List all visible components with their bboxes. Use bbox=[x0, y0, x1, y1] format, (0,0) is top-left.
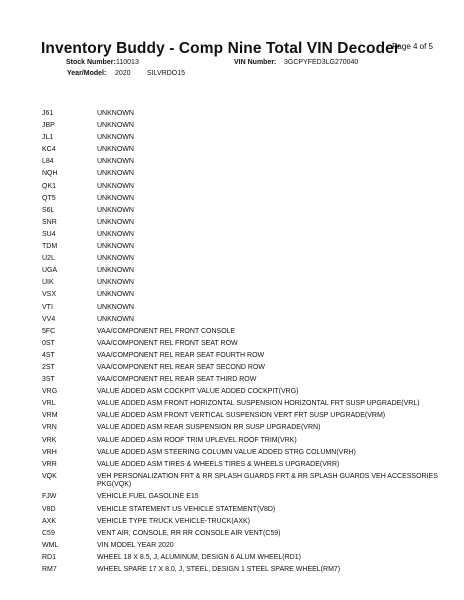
list-item bbox=[42, 122, 452, 131]
list-item bbox=[42, 506, 452, 515]
option-code: 4ST bbox=[42, 351, 55, 359]
list-item bbox=[42, 170, 452, 179]
model-value: SILVRDO15 bbox=[147, 70, 185, 77]
page-title: Inventory Buddy - Comp Nine Total VIN Decoder bbox=[41, 40, 401, 57]
list-item bbox=[42, 219, 452, 228]
option-description: VALUE ADDED ASM REAR SUSPENSION RR SUSP UPGRADE(VRN) bbox=[97, 424, 321, 432]
option-code: VTI bbox=[42, 303, 53, 311]
option-description: UNKNOWN bbox=[97, 170, 134, 178]
option-code: UGA bbox=[42, 267, 58, 275]
option-code: 5FC bbox=[42, 327, 56, 335]
option-description: VEHICLE STATEMENT US VEHICLE STATEMENT(V8D) bbox=[97, 505, 276, 513]
list-item bbox=[42, 255, 452, 264]
list-item bbox=[42, 424, 452, 433]
list-item bbox=[42, 304, 452, 313]
list-item bbox=[42, 400, 452, 409]
option-description: VAA/COMPONENT REL REAR SEAT THIRD ROW bbox=[97, 376, 257, 384]
option-description: UNKNOWN bbox=[97, 182, 134, 190]
list-item bbox=[42, 518, 452, 527]
option-code: VQK bbox=[42, 472, 57, 480]
option-description: UNKNOWN bbox=[97, 291, 134, 299]
stock-number-label bbox=[66, 59, 116, 66]
option-description: VEH PERSONALIZATION FRT & RR SPLASH GUARDS FRT & RR SPLASH GUARDS VEH ACCESSORIES PKG(VQK) bbox=[97, 472, 438, 489]
year-value: 2020 bbox=[115, 70, 131, 77]
list-item bbox=[42, 207, 452, 216]
list-item bbox=[42, 340, 452, 349]
option-description: VALUE ADDED ASM FRONT VERTICAL SUSPENSION VERT FRT SUSP UPGRADE(VRM) bbox=[97, 412, 386, 420]
option-description: VAA/COMPONENT REL REAR SEAT SECOND ROW bbox=[97, 363, 266, 371]
option-code: VRH bbox=[42, 448, 57, 456]
list-item bbox=[42, 243, 452, 252]
option-description: UNKNOWN bbox=[97, 267, 134, 275]
list-item bbox=[42, 195, 452, 204]
page-number: Page 4 of 5 bbox=[392, 42, 433, 51]
list-item bbox=[42, 566, 452, 575]
option-description: WHEEL 18 X 8.5, J, ALUMINUM, DESIGN 6 ALUM WHEEL(RD1) bbox=[97, 553, 301, 561]
list-item bbox=[42, 364, 452, 373]
year-model-label bbox=[67, 70, 106, 77]
option-description: VEHICLE TYPE TRUCK VEHICLE-TRUCK(AXK) bbox=[97, 517, 250, 525]
option-description: VEHICLE FUEL GASOLINE E15 bbox=[97, 493, 199, 501]
option-code: 2ST bbox=[42, 363, 55, 371]
list-item bbox=[42, 437, 452, 446]
list-item bbox=[42, 554, 452, 563]
option-code: UIK bbox=[42, 279, 54, 287]
option-code: VSX bbox=[42, 291, 57, 299]
option-description: VALUE ADDED ASM ROOF TRIM UPLEVEL ROOF TRIM(VRK) bbox=[97, 436, 297, 444]
option-code: VRR bbox=[42, 460, 57, 468]
option-code: V8D bbox=[42, 505, 56, 513]
option-description: UNKNOWN bbox=[97, 255, 134, 263]
option-code-list bbox=[42, 110, 452, 578]
list-item bbox=[42, 542, 452, 551]
option-description: UNKNOWN bbox=[97, 303, 134, 311]
option-description: VIN MODEL YEAR 2020 bbox=[97, 541, 174, 549]
option-description: VAA/COMPONENT REL FRONT SEAT ROW bbox=[97, 339, 238, 347]
list-item bbox=[42, 530, 452, 539]
option-description: VALUE ADDED ASM STEERING COLUMN VALUE ADDED STRG COLUMN(VRH) bbox=[97, 448, 356, 456]
option-description: VALUE ADDED ASM TIRES & WHEELS TIRES & WHEELS UPGRADE(VRR) bbox=[97, 460, 340, 468]
vin-number-value: 3GCPYFED3LG270040 bbox=[284, 59, 359, 66]
option-description: UNKNOWN bbox=[97, 146, 134, 154]
option-code: AXK bbox=[42, 517, 57, 525]
option-description: VALUE ADDED ASM COCKPIT VALUE ADDED COCKPIT(VRG) bbox=[97, 388, 299, 396]
option-code: VRM bbox=[42, 412, 58, 420]
option-code: VRG bbox=[42, 388, 58, 396]
option-code: J61 bbox=[42, 110, 54, 117]
option-code: C59 bbox=[42, 529, 55, 537]
list-item bbox=[42, 328, 452, 337]
list-item bbox=[42, 134, 452, 143]
list-item bbox=[42, 388, 452, 397]
option-description: UNKNOWN bbox=[97, 279, 134, 287]
list-item bbox=[42, 158, 452, 167]
vin-number-label-text: VIN Number: bbox=[234, 59, 277, 66]
option-code: VRL bbox=[42, 400, 56, 408]
option-description: UNKNOWN bbox=[97, 315, 134, 323]
option-code: SNR bbox=[42, 218, 57, 226]
list-item bbox=[42, 412, 452, 421]
list-item bbox=[42, 279, 452, 288]
list-item bbox=[42, 316, 452, 325]
option-code: FJW bbox=[42, 493, 57, 501]
option-code: U2L bbox=[42, 255, 55, 263]
option-code: RD1 bbox=[42, 553, 57, 561]
option-code: JL1 bbox=[42, 134, 54, 142]
list-item bbox=[42, 291, 452, 300]
list-item bbox=[42, 376, 452, 385]
list-item bbox=[42, 183, 452, 192]
option-description: VALUE ADDED ASM FRONT HORIZONTAL SUSPENSION HORIZONTAL FRT SUSP UPGRADE(VRL) bbox=[97, 400, 420, 408]
option-code: QK1 bbox=[42, 182, 57, 190]
list-item bbox=[42, 231, 452, 240]
stock-number-value: 110013 bbox=[116, 59, 139, 66]
option-code: 3ST bbox=[42, 376, 55, 384]
option-code: WML bbox=[42, 541, 59, 549]
option-description: VAA/COMPONENT REL FRONT CONSOLE bbox=[97, 327, 236, 335]
list-item bbox=[42, 267, 452, 276]
option-code: NQH bbox=[42, 170, 58, 178]
option-description: UNKNOWN bbox=[97, 218, 134, 226]
option-code: VRK bbox=[42, 436, 57, 444]
option-code: 0ST bbox=[42, 339, 55, 347]
option-code: SU4 bbox=[42, 230, 56, 238]
year-model-label-text: Year/Model: bbox=[67, 70, 107, 77]
option-code: KC4 bbox=[42, 146, 56, 154]
option-code: S6L bbox=[42, 206, 55, 214]
option-description: UNKNOWN bbox=[97, 134, 134, 142]
option-code: QT5 bbox=[42, 194, 56, 202]
option-code: VV4 bbox=[42, 315, 56, 323]
list-item bbox=[42, 146, 452, 155]
option-code: JBP bbox=[42, 122, 55, 130]
list-item bbox=[42, 449, 452, 458]
option-description: VAA/COMPONENT REL REAR SEAT FOURTH ROW bbox=[97, 351, 265, 359]
vin-number-label bbox=[234, 59, 276, 66]
option-code: L84 bbox=[42, 158, 54, 166]
option-description: UNKNOWN bbox=[97, 194, 134, 202]
list-item bbox=[42, 461, 452, 470]
option-code: TDM bbox=[42, 243, 58, 251]
option-description: UNKNOWN bbox=[97, 158, 134, 166]
option-code: VRN bbox=[42, 424, 57, 432]
option-description: WHEEL SPARE 17 X 8.0, J, STEEL, DESIGN 1 STEEL SPARE WHEEL(RM7) bbox=[97, 565, 341, 573]
option-description: UNKNOWN bbox=[97, 230, 134, 238]
list-item bbox=[42, 473, 452, 490]
option-description: UNKNOWN bbox=[97, 110, 134, 117]
stock-number-label-text: Stock Number: bbox=[66, 59, 116, 66]
option-description: UNKNOWN bbox=[97, 243, 134, 251]
option-description: UNKNOWN bbox=[97, 206, 134, 214]
option-description: UNKNOWN bbox=[97, 122, 134, 130]
option-code: RM7 bbox=[42, 565, 57, 573]
list-item bbox=[42, 493, 452, 502]
list-item bbox=[42, 110, 452, 119]
option-description: VENT AIR, CONSOLE, RR RR CONSOLE AIR VENT(C59) bbox=[97, 529, 281, 537]
list-item bbox=[42, 352, 452, 361]
